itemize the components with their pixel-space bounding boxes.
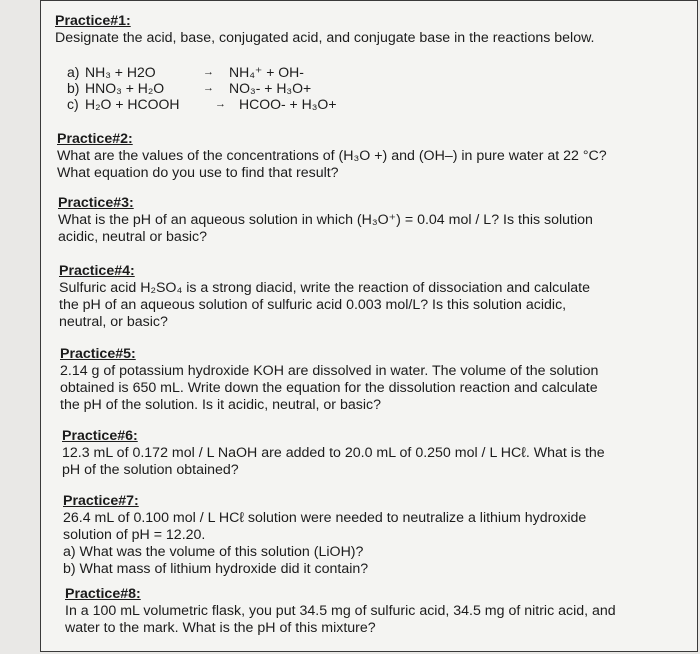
reaction-c-lhs: H₂O + HCOOH <box>85 96 180 112</box>
practice-3 <box>58 195 678 246</box>
practice-4-line-2: the pH of an aqueous solution of sulfuric acid 0.003 mol/L? Is this solution acidic, <box>59 297 567 313</box>
practice-2-heading: Practice#2: <box>57 131 133 147</box>
practice-5 <box>60 346 680 414</box>
reaction-b-rhs: NO₃- + H₃O+ <box>229 80 312 96</box>
practice-8-heading: Practice#8: <box>65 586 141 602</box>
practice-7 <box>63 493 683 578</box>
practice-5-heading: Practice#5: <box>60 346 136 362</box>
practice-8-line-2: water to the mark. What is the pH of this mixture? <box>65 620 376 636</box>
practice-1-heading: Practice#1: <box>55 13 131 29</box>
reaction-a-rhs: NH₄⁺ + OH- <box>229 64 304 80</box>
practice-6-heading: Practice#6: <box>62 428 138 444</box>
practice-2 <box>57 131 677 182</box>
worksheet <box>40 0 698 652</box>
practice-3-line-1: What is the pH of an aqueous solution in which (H₃O⁺) = 0.04 mol / L? Is this solution <box>58 212 593 228</box>
practice-8-line-1: In a 100 mL volumetric flask, you put 34.5 mg of sulfuric acid, 34.5 mg of nitric acid, and <box>65 603 616 619</box>
practice-4-heading: Practice#4: <box>59 263 135 279</box>
practice-7-line-4: b) What mass of lithium hydroxide did it contain? <box>63 561 369 577</box>
reaction-b-lhs: HNO₃ + H₂O <box>85 80 165 96</box>
reaction-a-lhs: NH₃ + H2O <box>85 64 156 80</box>
reaction-c-rhs: HCOO- + H₃O+ <box>239 96 337 112</box>
practice-7-line-2: solution of pH = 12.20. <box>63 527 206 543</box>
practice-4 <box>59 263 679 331</box>
reaction-b-label: b) <box>67 80 80 96</box>
practice-3-heading: Practice#3: <box>58 195 134 211</box>
practice-3-line-2: acidic, neutral or basic? <box>58 229 208 245</box>
practice-7-line-1: 26.4 mL of 0.100 mol / L HCℓ solution were needed to neutralize a lithium hydroxide <box>63 510 587 526</box>
practice-5-line-2: obtained is 650 mL. Write down the equation for the dissolution reaction and calculate <box>60 380 598 396</box>
practice-6 <box>62 428 682 479</box>
practice-1 <box>55 13 675 47</box>
practice-1-text: Designate the acid, base, conjugated acid, and conjugate base in the reactions below. <box>55 30 595 46</box>
practice-5-line-3: the pH of the solution. Is it acidic, neutral, or basic? <box>60 397 381 413</box>
reaction-c-arrow-icon: → <box>215 98 225 110</box>
reaction-c-label: c) <box>67 96 79 112</box>
practice-2-line-1: What are the values of the concentrations of (H₃O +) and (OH–) in pure water at 22 °C? <box>57 148 607 164</box>
practice-4-line-1: Sulfuric acid H₂SO₄ is a strong diacid, write the reaction of dissociation and calculate <box>59 280 590 296</box>
practice-6-line-2: pH of the solution obtained? <box>62 462 239 478</box>
practice-5-line-1: 2.14 g of potassium hydroxide KOH are dissolved in water. The volume of the solution <box>60 363 599 379</box>
practice-4-line-3: neutral, or basic? <box>59 314 168 330</box>
practice-7-heading: Practice#7: <box>63 493 139 509</box>
reaction-a-arrow-icon: → <box>203 66 213 78</box>
practice-7-line-3: a) What was the volume of this solution (LiOH)? <box>63 544 364 560</box>
practice-8 <box>65 586 685 637</box>
reaction-a-label: a) <box>67 64 80 80</box>
reaction-b-arrow-icon: → <box>203 82 213 94</box>
practice-6-line-1: 12.3 mL of 0.172 mol / L NaOH are added to 20.0 mL of 0.250 mol / L HCℓ. What is the <box>62 445 605 461</box>
practice-2-line-2: What equation do you use to find that result? <box>57 165 339 181</box>
